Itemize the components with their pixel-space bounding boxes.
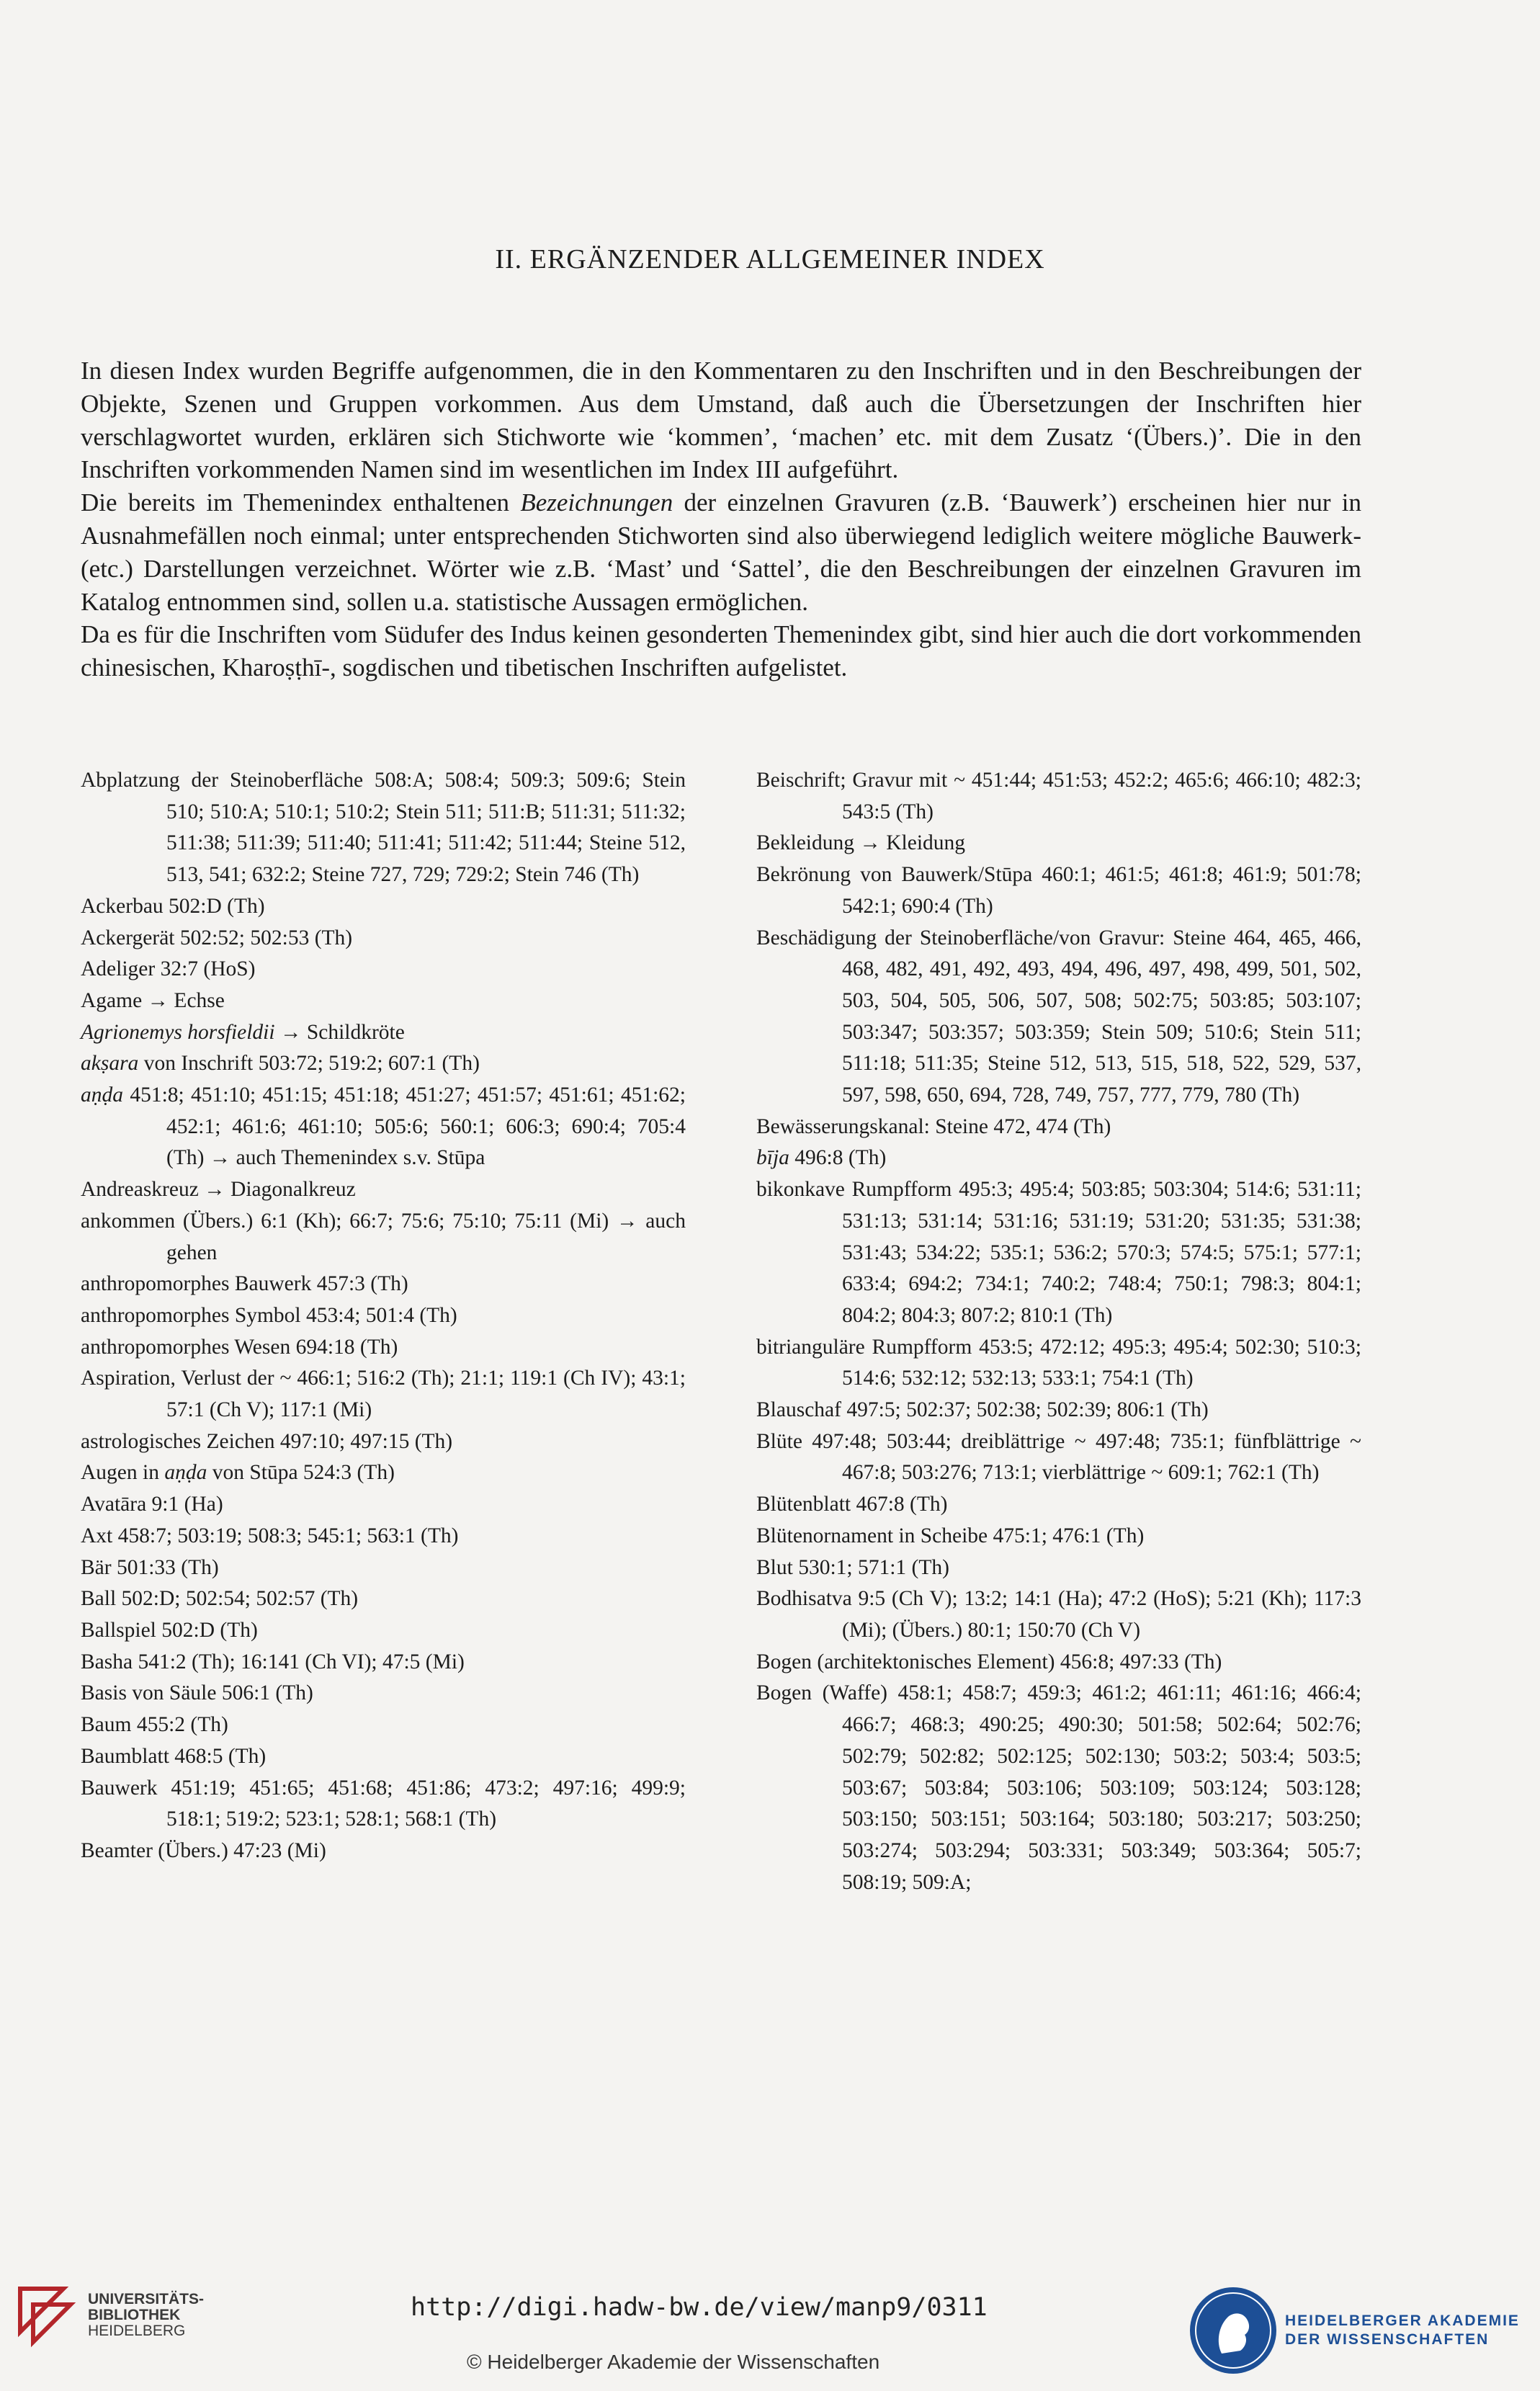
- index-entry: Basha 541:2 (Th); 16:141 (Ch VI); 47:5 (Mi): [81, 1650, 465, 1673]
- hadw-line-1: HEIDELBERGER AKADEMIE: [1285, 2312, 1520, 2329]
- index-entry: ankommen (Übers.) 6:1 (Kh); 66:7; 75:6; 75:10; 75:11 (Mi) → auch gehen: [81, 1209, 686, 1264]
- index-entry: Andreaskreuz → Diagonalkreuz: [81, 1178, 356, 1202]
- intro-text: [81, 354, 1361, 684]
- index-entry: Bodhisatva 9:5 (Ch V); 13:2; 14:1 (Ha); 47:2 (HoS); 5:21 (Kh); 117:3 (Mi); (Übers.) 80:1; 150:70 (Ch V): [756, 1587, 1361, 1642]
- index-entry: Bauwerk 451:19; 451:65; 451:68; 451:86; 473:2; 497:16; 499:9; 518:1; 519:2; 523:1; 528:1; 568:1 (Th): [81, 1776, 686, 1831]
- index-entry: anthropomorphes Wesen 694:18 (Th): [81, 1335, 398, 1359]
- index-entry: Bogen (Waffe) 458:1; 458:7; 459:3; 461:2; 461:11; 461:16; 466:4; 466:7; 468:3; 490:25; 490:30; 501:58; 502:64; 502:76; 502:79; 502:82; 502:125; 502:130; 503:2; 503:4; 503:5; 503:67; 503:84; 503:106; 503:109; 503:124; 503:128; 503:150; 503:151; 503:164; 503:180; 503:217; 503:250; 503:274; 503:294; 503:331; 503:349; 503:364; 505:7; 508:19; 509:A;: [756, 1681, 1361, 1894]
- index-entry: Blütenblatt 467:8 (Th): [756, 1493, 948, 1516]
- index-entry: akṣara von Inschrift 503:72; 519:2; 607:1 (Th): [81, 1052, 480, 1076]
- index-entry: Agrionemys horsfieldii → Schildkröte: [81, 1020, 405, 1044]
- index-entry: Bekleidung → Kleidung: [756, 831, 966, 855]
- page-title: II. ERGÄNZENDER ALLGEMEINER INDEX: [495, 244, 1045, 274]
- university-library-logo-icon: [13, 2283, 78, 2351]
- ub-line-3: HEIDELBERG: [88, 2323, 186, 2339]
- index-entry: Beamter (Übers.) 47:23 (Mi): [81, 1838, 326, 1862]
- index-entry: Bär 501:33 (Th): [81, 1555, 219, 1579]
- index-entry: Augen in aṇḍa von Stūpa 524:3 (Th): [81, 1461, 395, 1485]
- copyright-notice: © Heidelberger Akademie der Wissenschaften: [467, 2351, 880, 2373]
- source-url-link[interactable]: http://digi.hadw-bw.de/view/manp9/0311: [411, 2293, 988, 2322]
- index-entry: Baum 455:2 (Th): [81, 1713, 228, 1737]
- index-entry: Blütenornament in Scheibe 475:1; 476:1 (Th): [756, 1524, 1145, 1547]
- ub-line-1: UNIVERSITÄTS-: [88, 2291, 205, 2307]
- index-entry: anthropomorphes Symbol 453:4; 501:4 (Th): [81, 1303, 457, 1327]
- intro-paragraph: Die bereits im Themenindex enthaltenen Bezeichnungen der einzelnen Gravuren (z.B. ‘Bauwerk’) erscheinen hier nur in Ausnahmefällen noch einmal; unter entsprechenden Stichworten sind also überwiegend lediglich weitere mögliche Bauwerk- (etc.) Darstellungen verzeichnet. Wörter wie z.B. ‘Mast’ und ‘Sattel’, die den Beschreibungen der einzelnen Gravuren im Katalog entnommen sind, sollen u.a. statistische Aussagen ermöglichen.: [81, 488, 1361, 616]
- index-entry: Basis von Säule 506:1 (Th): [81, 1681, 313, 1705]
- index-entry: aṇḍa 451:8; 451:10; 451:15; 451:18; 451:27; 451:57; 451:61; 451:62; 452:1; 461:6; 461:10; 505:6; 560:1; 606:3; 690:4; 705:4 (Th) → auch Themenindex s.v. Stūpa: [81, 1083, 686, 1170]
- index-entry: Bogen (architektonisches Element) 456:8; 497:33 (Th): [756, 1650, 1222, 1673]
- index-entry: bitrianguläre Rumpfform 453:5; 472:12; 495:3; 495:4; 502:30; 510:3; 514:6; 532:12; 532:13; 533:1; 754:1 (Th): [756, 1335, 1361, 1390]
- index-entry: Blauschaf 497:5; 502:37; 502:38; 502:39; 806:1 (Th): [756, 1398, 1209, 1422]
- index-entry: Aspiration, Verlust der ~ 466:1; 516:2 (Th); 21:1; 119:1 (Ch IV); 43:1; 57:1 (Ch V); 117:1 (Mi): [81, 1367, 686, 1422]
- index-entry: Bewässerungskanal: Steine 472, 474 (Th): [756, 1114, 1111, 1138]
- index-entry: Avatāra 9:1 (Ha): [81, 1493, 223, 1516]
- index-entry: Axt 458:7; 503:19; 508:3; 545:1; 563:1 (Th): [81, 1524, 459, 1547]
- index-entry: Abplatzung der Steinoberfläche 508:A; 508:4; 509:3; 509:6; Stein 510; 510:A; 510:1; 510:2; Stein 511; 511:B; 511:31; 511:32; 511:38; 511:39; 511:40; 511:41; 511:42; 511:44; Steine 512, 513, 541; 632:2; Steine 727, 729; 729:2; Stein 746 (Th): [81, 769, 686, 887]
- index-entry: Beischrift; Gravur mit ~ 451:44; 451:53; 452:2; 465:6; 466:10; 482:3; 543:5 (Th): [756, 769, 1361, 823]
- academy-seal-icon: [1187, 2284, 1279, 2380]
- index-entry: Blüte 497:48; 503:44; dreiblättrige ~ 497:48; 735:1; fünfblättrige ~ 467:8; 503:276; 713:1; vierblättrige ~ 609:1; 762:1 (Th): [756, 1429, 1361, 1485]
- footer: [0, 2273, 1540, 2391]
- index-column-right: [756, 765, 1361, 1898]
- index-entry: anthropomorphes Bauwerk 457:3 (Th): [81, 1272, 408, 1296]
- intro-paragraph: In diesen Index wurden Begriffe aufgenommen, die in den Kommentaren zu den Inschriften und in den Beschreibungen der Objekte, Szenen und Gruppen vorkommen. Aus dem Umstand, daß auch die Übersetzungen der Inschriften hier verschlagwortet wurden, erklären sich Stichworte wie ‘kommen’, ‘machen’ etc. mit dem Zusatz ‘(Übers.)’. Die in den Inschriften vorkommenden Namen sind im wesentlichen im Index III aufgeführt.: [81, 357, 1361, 484]
- index-entry: Blut 530:1; 571:1 (Th): [756, 1555, 949, 1579]
- index-entry: bikonkave Rumpfform 495:3; 495:4; 503:85; 503:304; 514:6; 531:11; 531:13; 531:14; 531:16; 531:19; 531:20; 531:35; 531:38; 531:43; 534:22; 535:1; 536:2; 570:3; 574:5; 575:1; 577:1; 633:4; 694:2; 734:1; 740:2; 748:4; 750:1; 798:3; 804:1; 804:2; 804:3; 807:2; 810:1 (Th): [756, 1178, 1361, 1327]
- index-entry: Ackerbau 502:D (Th): [81, 894, 265, 918]
- index-entry: Bekrönung von Bauwerk/Stūpa 460:1; 461:5; 461:8; 461:9; 501:78; 542:1; 690:4 (Th): [756, 863, 1361, 918]
- ub-line-2: BIBLIOTHEK: [88, 2307, 181, 2323]
- university-library-label: [88, 2292, 204, 2339]
- index-entry: Ballspiel 502:D (Th): [81, 1618, 258, 1642]
- index-entry: Baumblatt 468:5 (Th): [81, 1744, 267, 1768]
- academy-label: [1285, 2312, 1520, 2349]
- index-entry: Agame → Echse: [81, 988, 225, 1012]
- index-column-left: [81, 765, 686, 1867]
- hadw-line-2: DER WISSENSCHAFTEN: [1285, 2331, 1490, 2348]
- index-entry: bīja 496:8 (Th): [756, 1146, 887, 1170]
- index-entry: astrologisches Zeichen 497:10; 497:15 (Th): [81, 1429, 453, 1453]
- index-entry: Adeliger 32:7 (HoS): [81, 957, 256, 981]
- index-entry: Ball 502:D; 502:54; 502:57 (Th): [81, 1587, 359, 1611]
- index-entry: Beschädigung der Steinoberfläche/von Gravur: Steine 464, 465, 466, 468, 482, 491, 492, 493, 494, 496, 497, 498, 499, 501, 502, 503, 504, 505, 506, 507, 508; 502:75; 503:85; 503:107; 503:347; 503:357; 503:359; Stein 509; 510:6; Stein 511; 511:18; 511:35; Steine 512, 513, 515, 518, 522, 529, 537, 597, 598, 650, 694, 728, 749, 757, 777, 779, 780 (Th): [756, 926, 1361, 1107]
- index-entry: Ackergerät 502:52; 502:53 (Th): [81, 926, 353, 949]
- intro-paragraph: Da es für die Inschriften vom Südufer des Indus keinen gesonderten Themenindex gibt, sind hier auch die dort vorkommenden chinesischen, Kharoṣṭhī-, sogdischen und tibetischen Inschriften aufgelistet.: [81, 620, 1361, 682]
